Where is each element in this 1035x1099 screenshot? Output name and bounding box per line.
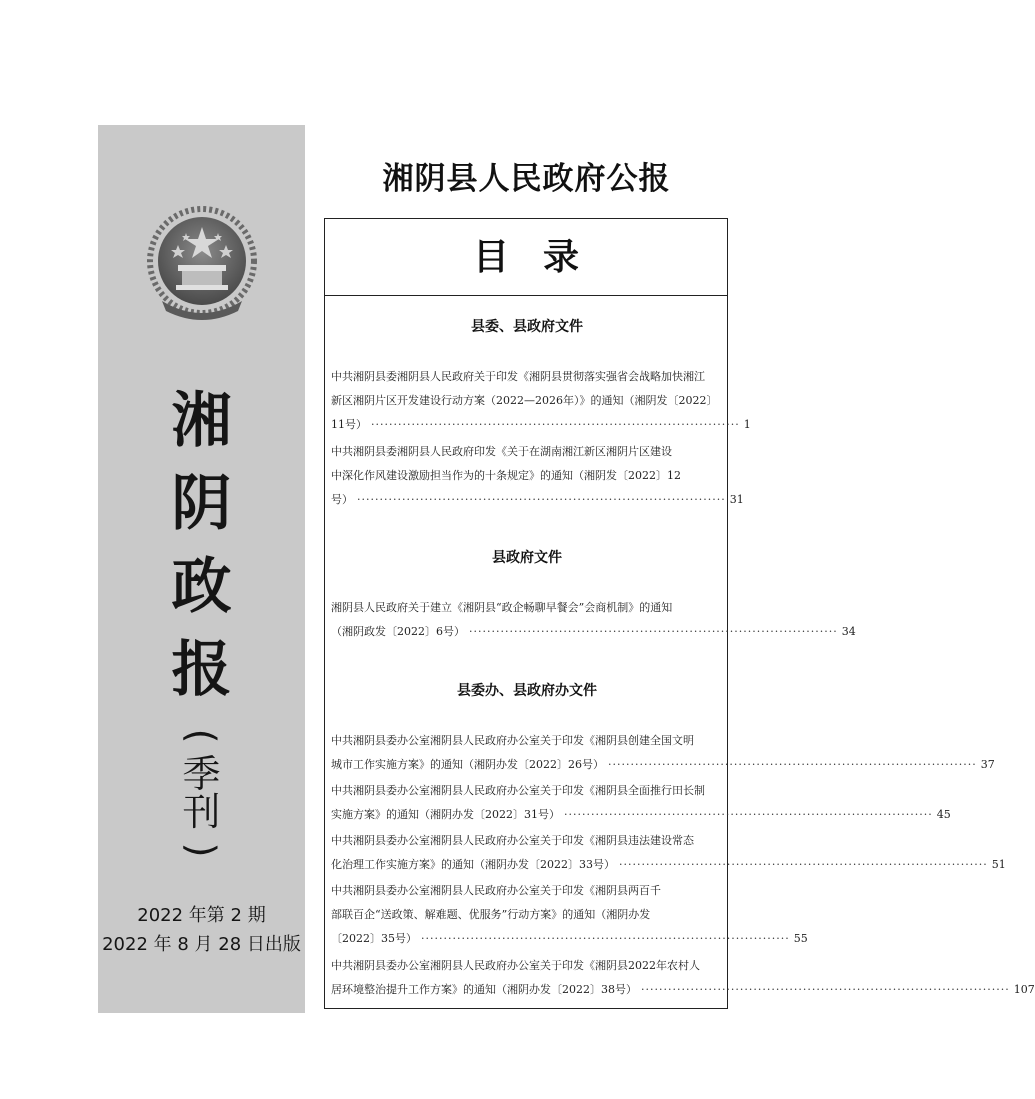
masthead-char: 阴	[171, 469, 232, 539]
leader-dots: ··················································································	[608, 758, 977, 771]
toc-entry-line: 中共湘阴县委湘阴县人民政府印发《关于在湖南湘江新区湘阴片区建设	[331, 445, 672, 458]
toc-entry[interactable]	[331, 596, 856, 644]
toc-entry-line: 中共湘阴县委办公室湘阴县人民政府办公室关于印发《湘阴县全面推行田长制	[331, 784, 705, 797]
toc-entry[interactable]	[331, 365, 751, 437]
toc-entry[interactable]	[331, 729, 995, 777]
toc-page-number: 51	[991, 858, 1006, 871]
toc-entry-line: 中共湘阴县委湘阴县人民政府关于印发《湘阴县贯彻落实强省会战略加快湘江	[331, 370, 705, 383]
toc-entry-line: 居环境整治提升工作方案》的通知（湘阴办发〔2022〕38号）	[331, 983, 637, 996]
toc-entry-line: 〔2022〕35号）	[331, 932, 417, 945]
leader-dots: ··················································································	[469, 625, 838, 638]
issue-number: 2022 年第 2 期	[137, 905, 266, 926]
masthead-vertical-title	[98, 380, 305, 712]
toc-entry[interactable]	[331, 879, 808, 951]
toc-entry-line: 中深化作风建设激励担当作为的十条规定》的通知（湘阴发〔2022〕12	[331, 469, 681, 482]
quarterly-label	[98, 717, 305, 869]
issue-date: 2022 年 8 月 28 日出版	[102, 934, 301, 955]
leader-dots: ··················································································	[421, 932, 790, 945]
leader-dots: ··················································································	[371, 418, 740, 431]
toc-entry-line: 中共湘阴县委办公室湘阴县人民政府办公室关于印发《湘阴县创建全国文明	[331, 734, 694, 747]
quarterly-open-paren: (	[179, 728, 224, 744]
toc-page-number: 1	[743, 418, 751, 431]
publication-title: 湘阴县人民政府公报	[382, 161, 671, 197]
toc-entry-line: 实施方案》的通知（湘阴办发〔2022〕31号）	[331, 808, 560, 821]
toc-entry-line: 号）	[331, 493, 353, 506]
toc-section-title: 县委办、县政府办文件	[457, 683, 597, 699]
leader-dots: ··················································································	[564, 808, 933, 821]
leader-dots: ··················································································	[619, 858, 988, 871]
toc-section-title: 县委、县政府文件	[471, 319, 583, 335]
toc-heading: 目录	[325, 219, 727, 296]
table-of-contents	[324, 218, 1035, 1009]
masthead-char: 湘	[171, 386, 232, 456]
toc-entry[interactable]	[331, 440, 744, 512]
toc-page-number: 37	[980, 758, 995, 771]
toc-entry-line: 城市工作实施方案》的通知（湘阴办发〔2022〕26号）	[331, 758, 604, 771]
quarterly-char: 季	[182, 752, 221, 796]
toc-entry-line: 新区湘阴片区开发建设行动方案（2022—2026年）》的通知（湘阴发〔2022〕	[331, 394, 718, 407]
toc-page-number: 55	[793, 932, 808, 945]
toc-entry[interactable]	[331, 954, 1035, 1002]
toc-entry-line: 部联百企“送政策、解难题、优服务”行动方案》的通知（湘阴办发	[331, 908, 651, 921]
toc-entry-line: 中共湘阴县委办公室湘阴县人民政府办公室关于印发《湘阴县两百千	[331, 884, 661, 897]
quarterly-char: 刊	[182, 790, 221, 834]
toc-entry[interactable]	[331, 829, 1006, 877]
toc-entry-line: （湘阴政发〔2022〕6号）	[331, 625, 465, 638]
toc-page-number: 34	[841, 625, 856, 638]
masthead-char: 政	[171, 552, 232, 622]
leader-dots: ··················································································	[357, 493, 726, 506]
toc-entry-line: 中共湘阴县委办公室湘阴县人民政府办公室关于印发《湘阴县违法建设常态	[331, 834, 694, 847]
toc-entry-line: 中共湘阴县委办公室湘阴县人民政府办公室关于印发《湘阴县2022年农村人	[331, 959, 700, 972]
leader-dots: ··················································································	[641, 983, 1010, 996]
toc-page-number: 45	[936, 808, 951, 821]
cover-left-band	[98, 125, 305, 1013]
toc-page-number: 107	[1013, 983, 1035, 996]
national-emblem-icon	[142, 205, 262, 325]
quarterly-close-paren: )	[179, 842, 224, 858]
toc-page-number: 31	[729, 493, 744, 506]
toc-entry-line: 11号）	[331, 418, 367, 431]
toc-entry-line: 化治理工作实施方案》的通知（湘阴办发〔2022〕33号）	[331, 858, 615, 871]
masthead-char: 报	[171, 635, 232, 705]
toc-section-title: 县政府文件	[492, 550, 562, 566]
toc-entry[interactable]	[331, 779, 951, 827]
toc-entry-line: 湘阴县人民政府关于建立《湘阴县“政企畅聊早餐会”会商机制》的通知	[331, 601, 673, 614]
